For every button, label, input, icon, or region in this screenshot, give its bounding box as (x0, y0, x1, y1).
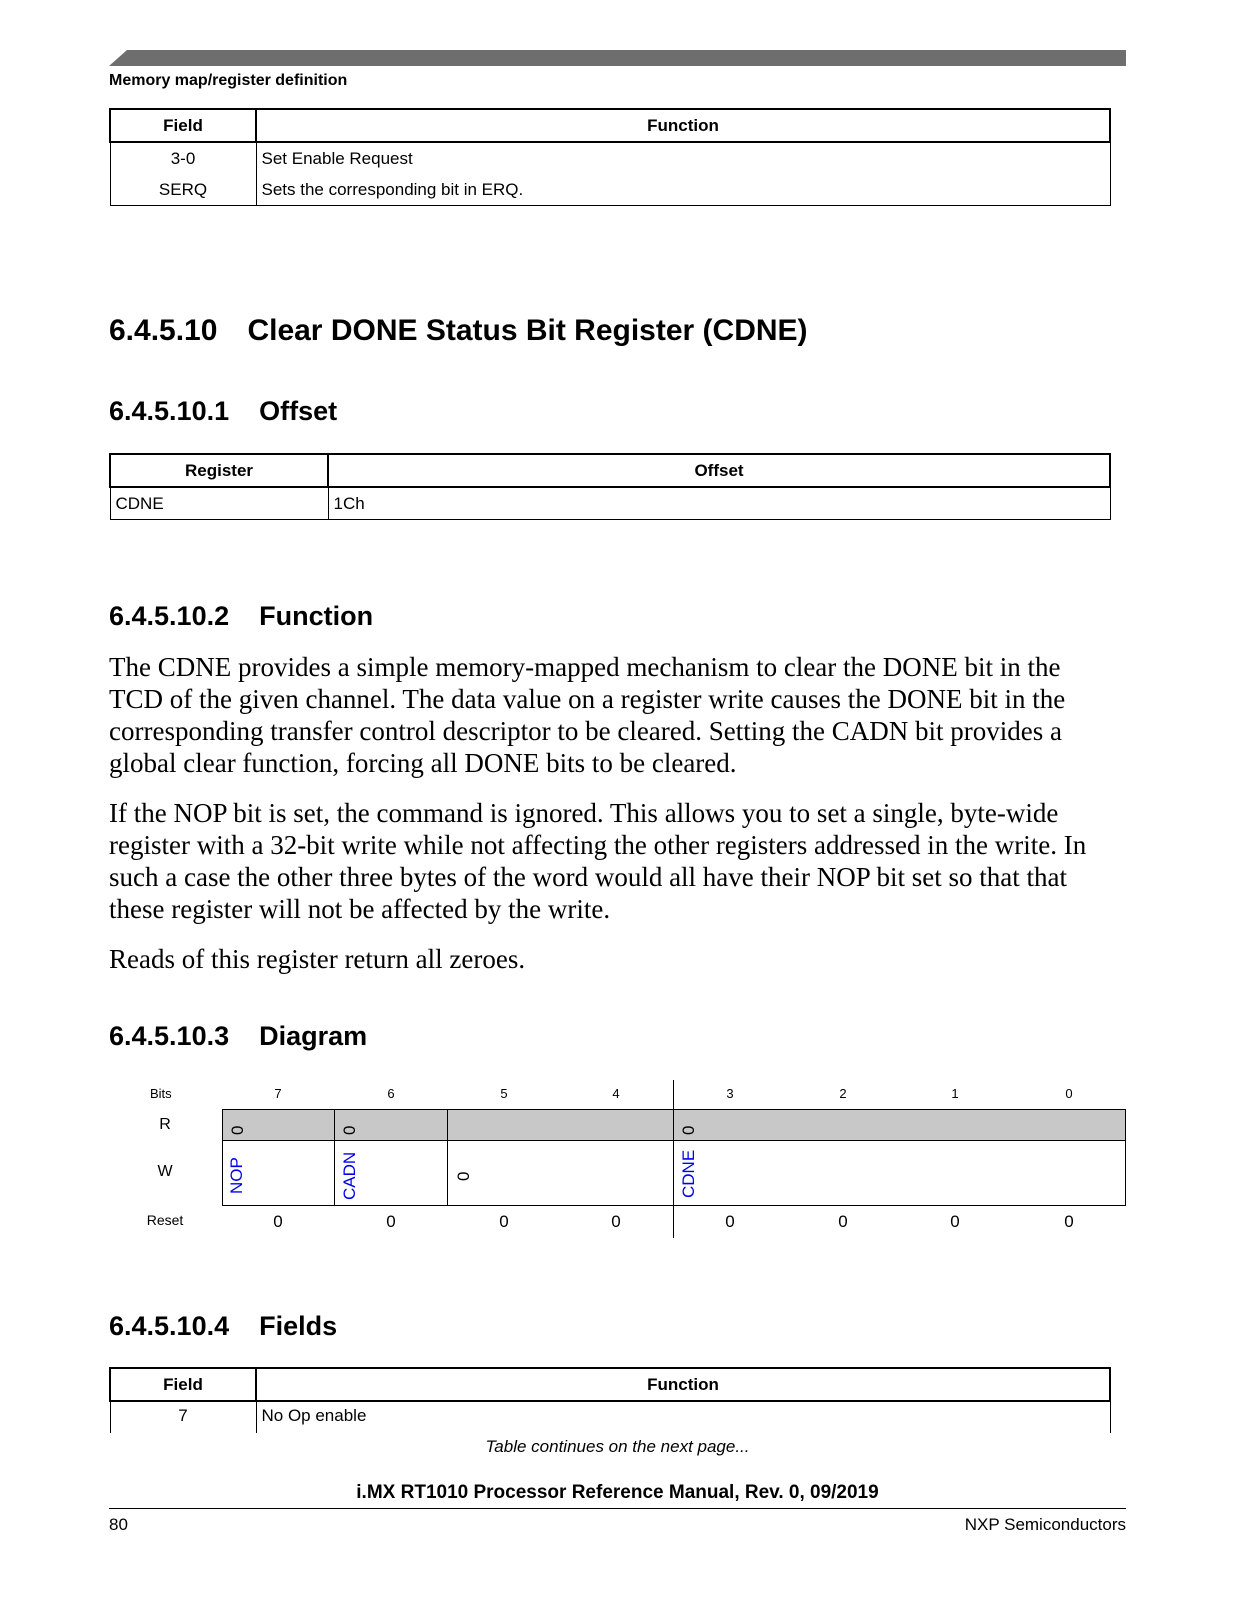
footer-title: i.MX RT1010 Processor Reference Manual, Rev. 0, 09/2019 (356, 1482, 879, 1503)
col-header-function: Function (256, 1368, 1110, 1401)
footer-rule (109, 1508, 1126, 1509)
field-cell: 7 (110, 1401, 256, 1433)
offset-heading (109, 396, 337, 427)
r-value-bit6: 0 (340, 1125, 359, 1135)
register-cell: CDNE (110, 487, 328, 520)
serq-table (109, 108, 1111, 206)
company-name: NXP Semiconductors (964, 1515, 1126, 1534)
bit-number: 4 (612, 1086, 620, 1101)
nop-field-label: NOP (227, 1157, 246, 1194)
header-bar (109, 50, 1126, 66)
bit-number: 3 (726, 1086, 734, 1101)
col-header-function: Function (256, 109, 1110, 142)
bit-number: 7 (274, 1086, 282, 1101)
bit-number: 1 (951, 1086, 959, 1101)
col-header-field: Field (110, 1368, 256, 1401)
col-header-field: Field (110, 109, 256, 142)
col-header-register: Register (110, 454, 328, 487)
reset-value: 0 (386, 1212, 396, 1231)
section-title: Diagram (259, 1021, 368, 1051)
section-title: Function (259, 601, 374, 631)
r-cell-bit5-4 (447, 1109, 674, 1141)
col-header-offset: Offset (328, 454, 1110, 487)
page-number: 80 (109, 1515, 128, 1534)
section-number: 6.4.5.10.4 (109, 1311, 230, 1341)
fields-heading (109, 1311, 337, 1342)
running-head: Memory map/register definition (109, 72, 348, 89)
w-row-label: W (157, 1163, 173, 1180)
function-heading (109, 601, 373, 632)
section-number: 6.4.5.10.3 (109, 1021, 230, 1051)
function-paragraph: The CDNE provides a simple memory-mapped mechanism to clear the DONE bit in the TCD of the given channel. The data value on a register write causes the DONE bit in the corresponding transfer control descriptor to be cleared. Setting the CADN bit provides a global clear function, forcing all DONE bits to be cleared. (109, 652, 1066, 778)
section-heading (109, 314, 808, 348)
function-paragraph: If the NOP bit is set, the command is ignored. This allows you to set a single, byte-wide register with a 32-bit write while not affecting the other registers addressed in the write. In such a case the other three bytes of the word would all have their NOP bit set so that that these register will not be affected by the write. (109, 798, 1087, 924)
function-cell: No Op enable (256, 1401, 1110, 1433)
field-cell: 3-0 (110, 142, 256, 174)
diagram-heading (109, 1021, 367, 1052)
function-cell: Set Enable Request (256, 142, 1110, 174)
function-cell: Sets the corresponding bit in ERQ. (256, 174, 1110, 206)
offset-cell: 1Ch (328, 487, 1110, 520)
fields-table (109, 1367, 1111, 1433)
bit-number: 0 (1065, 1086, 1073, 1101)
offset-table (109, 453, 1111, 520)
section-title: Fields (259, 1311, 338, 1341)
r-value-bit7: 0 (228, 1125, 247, 1135)
bits-label: Bits (150, 1086, 172, 1101)
section-number: 6.4.5.10.1 (109, 396, 230, 426)
reset-value: 0 (1064, 1212, 1074, 1231)
cdne-field-label: CDNE (679, 1149, 698, 1198)
section-title: Clear DONE Status Bit Register (CDNE) (247, 314, 808, 347)
reset-value: 0 (725, 1212, 735, 1231)
table-continues-note: Table continues on the next page... (485, 1437, 750, 1456)
reset-row-label: Reset (146, 1212, 184, 1228)
bit-number: 5 (500, 1086, 508, 1101)
r-cell-bit3-0 (673, 1109, 1126, 1141)
bit-number: 2 (839, 1086, 847, 1101)
function-paragraph: Reads of this register return all zeroes. (109, 944, 526, 974)
reset-value: 0 (838, 1212, 848, 1231)
section-number: 6.4.5.10.2 (109, 601, 230, 631)
r-value-bit3-0: 0 (679, 1125, 698, 1135)
w-cell-bit3-0 (673, 1140, 1126, 1206)
section-title: Offset (259, 396, 338, 426)
reset-value: 0 (611, 1212, 621, 1231)
reset-value: 0 (499, 1212, 509, 1231)
reset-value: 0 (950, 1212, 960, 1231)
section-number: 6.4.5.10 (109, 314, 218, 347)
w-value-bit5-4: 0 (454, 1171, 473, 1181)
r-row-label: R (159, 1116, 171, 1133)
cadn-field-label: CADN (340, 1151, 359, 1200)
w-cell-bit5-4 (447, 1140, 674, 1206)
reset-value: 0 (273, 1212, 283, 1231)
field-cell: SERQ (110, 174, 256, 206)
bit-number: 6 (387, 1086, 395, 1101)
